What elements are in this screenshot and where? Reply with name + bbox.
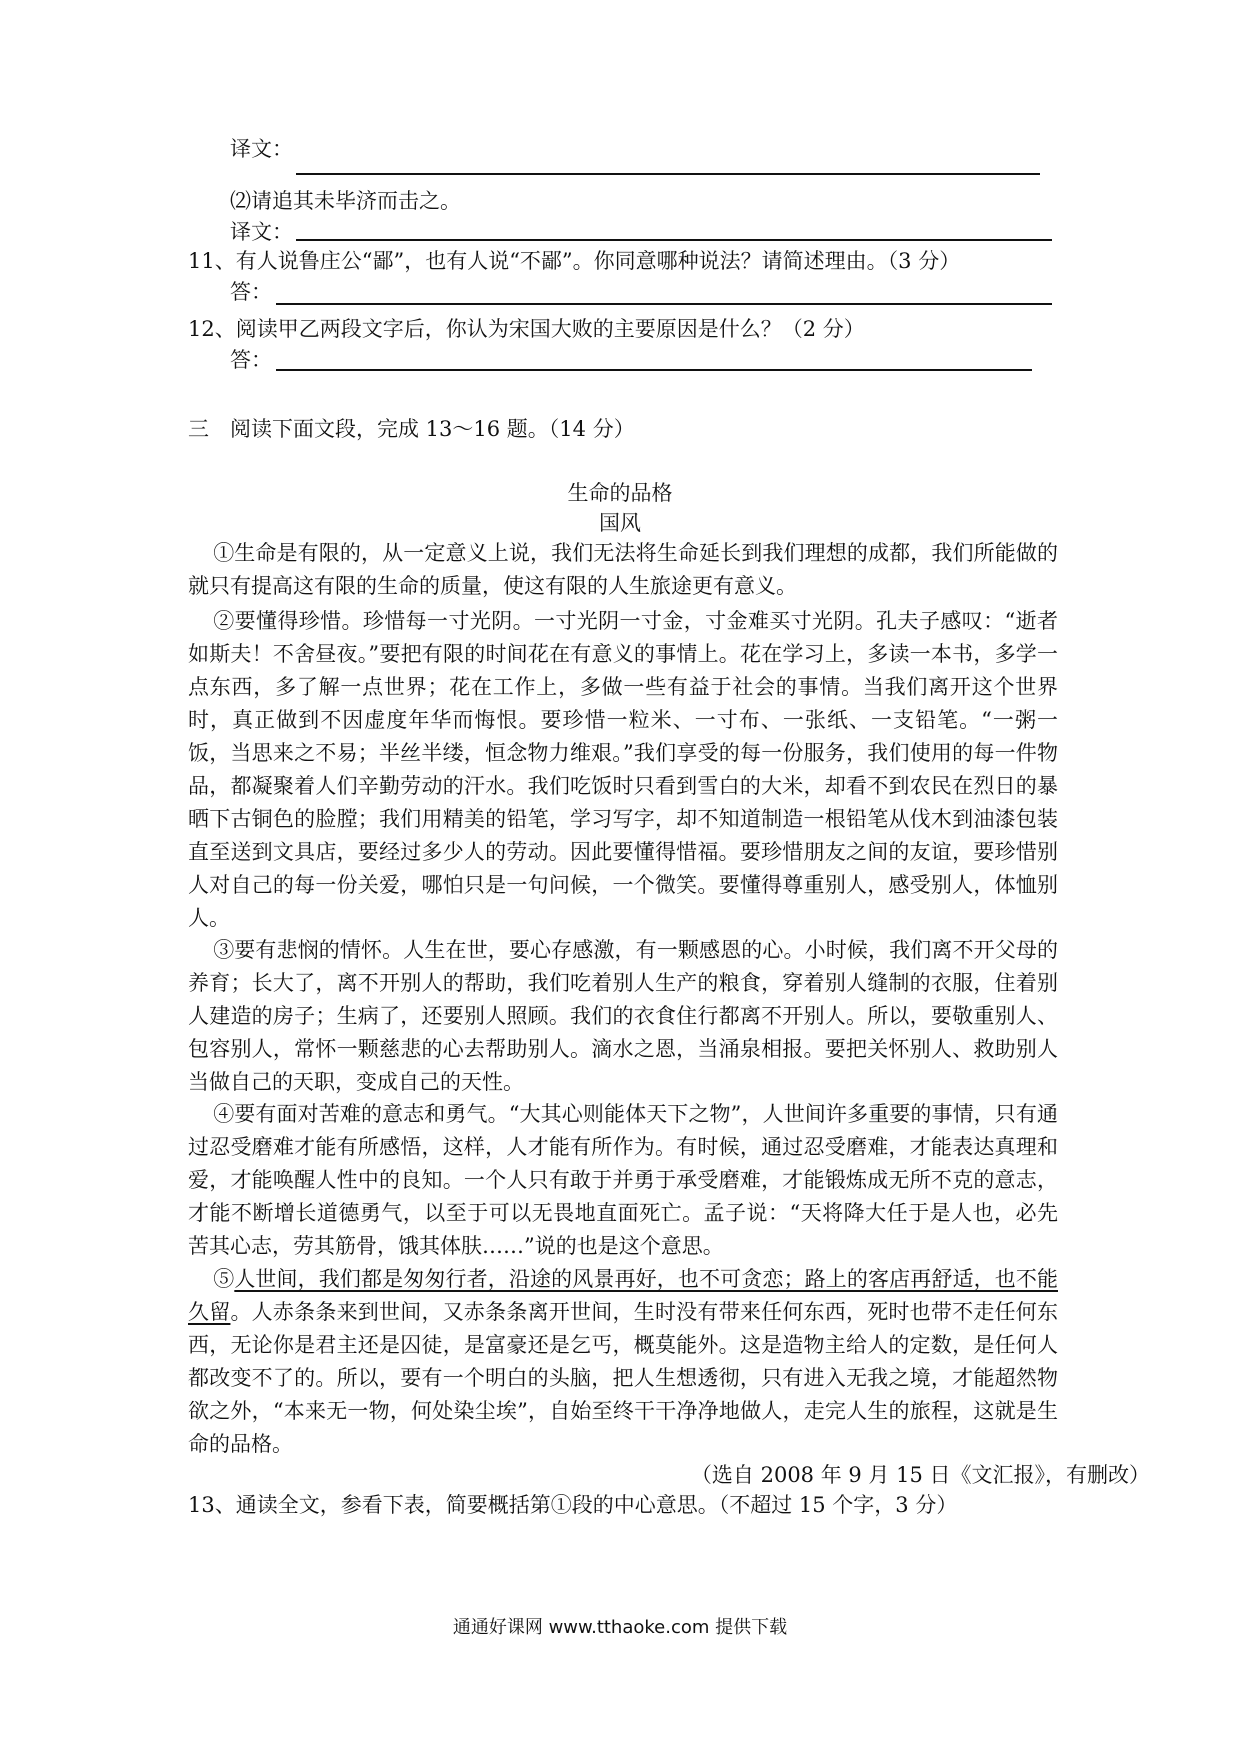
paragraph-4: ④要有面对苦难的意志和勇气。“大其心则能体天下之物”，人世间许多重要的事情，只有通过忍受磨难才能有所感悟，这样，人才能有所作为。有时候，通过忍受磨难，才能表达真理和爱，才能唤醒人性中的良知。一个人只有敢于并勇于承受磨难，才能锻炼成无所不克的意志，才能不断增长道德勇气，以至于可以无畏地直面死亡。孟子说：“天将降大任于是人也，必先苦其心志，劳其筋骨，饿其体肤……”说的也是这个意思。 bbox=[188, 1102, 1058, 1258]
answer-line-11 bbox=[276, 303, 1052, 305]
paragraph-2: ②要懂得珍惜。珍惜每一寸光阴。一寸光阴一寸金，寸金难买寸光阴。孔夫子感叹：“逝者如斯夫！不舍昼夜。”要把有限的时间花在有意义的事情上。花在学习上，多读一本书，多学一点东西，多了解一点世界；花在工作上，多做一些有益于社会的事情。当我们离开这个世界时，真正做到不因虚度年华而悔恨。要珍惜一粒米、一寸布、一张纸、一支铅笔。“一粥一饭，当思来之不易；半丝半缕，恒念物力维艰。”我们享受的每一份服务，我们使用的每一件物品，都凝聚着人们辛勤劳动的汗水。我们吃饭时只看到雪白的大米，却看不到农民在烈日的暴晒下古铜色的脸膛；我们用精美的铅笔，学习写字，却不知道制造一根铅笔从伐木到油漆包装直至送到文具店，要经过多少人的劳动。因此要懂得惜福。要珍惜朋友之间的友谊，要珍惜别人对自己的每一份关爱，哪怕只是一句问候，一个微笑。要懂得尊重别人，感受别人，体恤别人。 bbox=[188, 609, 1058, 930]
paragraph-1: ①生命是有限的，从一定意义上说，我们无法将生命延长到我们理想的成都，我们所能做的就只有提高这有限的生命的质量，使这有限的人生旅途更有意义。 bbox=[188, 541, 1058, 598]
translation-label-2: 译文： bbox=[230, 220, 293, 244]
section-3-heading: 三 阅读下面文段，完成 13～16 题。（14 分） bbox=[188, 417, 635, 441]
article-title: 生命的品格 bbox=[567, 481, 673, 505]
answer-label-11: 答： bbox=[230, 280, 272, 304]
question-10-item-2: ⑵请追其未毕济而击之。 bbox=[230, 189, 461, 213]
paragraph-3: ③要有悲悯的情怀。人生在世，要心存感激，有一颗感恩的心。小时候，我们离不开父母的养育；长大了，离不开别人的帮助，我们吃着别人生产的粮食，穿着别人缝制的衣服，住着别人建造的房子；生病了，还要别人照顾。我们的衣食住行都离不开别人。所以，要敬重别人、包容别人，常怀一颗慈悲的心去帮助别人。滴水之恩，当涌泉相报。要把关怀别人、救助别人当做自己的天职，变成自己的天性。 bbox=[188, 938, 1058, 1094]
article-author: 国风 bbox=[599, 511, 641, 535]
answer-line-2 bbox=[296, 239, 1052, 241]
answer-line-12 bbox=[276, 369, 1032, 371]
answer-line-1 bbox=[296, 173, 1040, 175]
paragraph-5 bbox=[188, 1263, 1058, 1461]
question-11: 11、有人说鲁庄公“鄙”，也有人说“不鄙”。你同意哪种说法？请简述理由。（3 分） bbox=[188, 249, 961, 273]
paragraph-5-rest: 。人赤条条来到世间，又赤条条离开世间，生时没有带来任何东西，死时也带不走任何东西，无论你是君主还是囚徒，是富豪还是乞丐，概莫能外。这是造物主给人的定数，是任何人都改变不了的。所以，要有一个明白的头脑，把人生想透彻，只有进入无我之境，才能超然物欲之外，“本来无一物，何处染尘埃”，自始至终干干净净地做人，走完人生的旅程，这就是生命的品格。 bbox=[188, 1300, 1058, 1456]
translation-label-1: 译文： bbox=[230, 137, 293, 161]
question-13: 13、通读全文，参看下表，简要概括第①段的中心意思。（不超过 15 个字，3 分） bbox=[188, 1493, 958, 1517]
paragraph-5-underlined-sentence: 人世间，我们都是匆匆行者，沿途的风景再好，也不可贪恋；路上的客店再舒适，也不能久留 bbox=[188, 1267, 1058, 1324]
paragraph-5-number: ⑤ bbox=[213, 1267, 235, 1291]
article-source: （选自 2008 年 9 月 15 日《文汇报》，有删改） bbox=[690, 1463, 1150, 1487]
page-footer: 通通好课网 www.tthaoke.com 提供下载 bbox=[452, 1617, 788, 1638]
question-12: 12、阅读甲乙两段文字后，你认为宋国大败的主要原因是什么？（2 分） bbox=[188, 317, 865, 341]
answer-label-12: 答： bbox=[230, 348, 272, 372]
